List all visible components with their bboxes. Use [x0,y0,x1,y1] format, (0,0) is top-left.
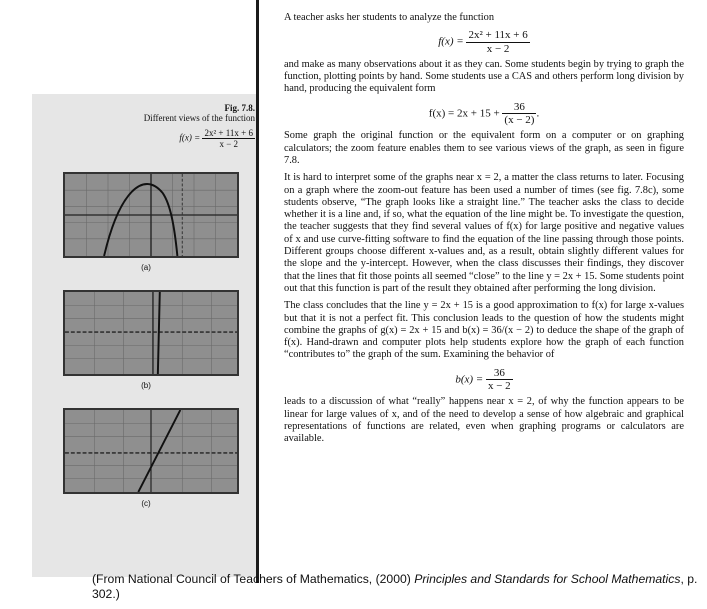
citation-title: Principles and Standards for School Mathematics [414,572,681,586]
eq2-denominator: (x − 2) [504,114,535,127]
article-body [284,12,684,451]
panel-c-tag: (c) [141,499,151,508]
eq2-lhs: f(x) = 2x + 15 + [428,107,500,120]
eq1-numerator: 2x² + 11x + 6 [468,29,528,42]
paragraph-3: It is hard to interpret some of the graphs near x = 2, a matter the class returns to later. Focusing on a graph where the zoom-out feature has been used a number of times (see fig. 7.8c), some students observe, “The graph looks like a straight line.” The teacher asks the class to decide whether it is a line and, if so, what the equation of the line might be. To investigate the question, the teacher suggests that they find several values of f(x) for large positive and negative values of x and use curve-fitting software to find the equation of the line passing through those points. Different groups choose different x-values and, as a result, obtain slightly different values for the slope and the y-intercept. However, when the class discusses their findings, they discover that the lines that fit those points all seemed “close” to the line y = 2x + 15. Some students point out that this function is part of the result they obtained after performing the long division. [284,172,684,294]
graph-panel-a [63,172,239,258]
figure-label: Fig. 7.8. [224,103,255,113]
eq2-fraction [502,101,536,127]
graph-panel-c [63,408,239,494]
panel-a-tag: (a) [141,263,151,272]
eq2-numerator: 36 [502,101,536,114]
eq3-lhs: b(x) = [455,373,484,386]
graph-panel-b [63,290,239,376]
panel-b-tag: (b) [141,381,151,390]
equation-f-equivalent [284,101,684,127]
figure-formula [95,128,255,149]
intro-paragraph: A teacher asks her students to analyze the function [284,12,495,23]
equation-b [284,367,684,393]
figure-title: Different views of the function [143,113,255,123]
figure-formula-lhs: f(x) = [179,132,201,143]
eq1-lhs: f(x) = [438,35,464,48]
paragraph-4: The class concludes that the line y = 2x + 15 is a good approximation to f(x) for large x-values but that it is not a perfect fit. This conclusion leads to the question of how the students might combine the graphs of g(x) = 2x + 15 and b(x) = 36/(x − 2) to deduce the shape of the graph of f(x). Hand-drawn and computer plots help students explore how the graph of each function “contributes to” the graph of the sum. Examining the behavior of [284,300,684,361]
citation [92,572,702,602]
column-divider [256,0,259,583]
figure-caption [95,103,255,149]
eq1-fraction [466,29,529,55]
eq3-fraction [486,367,513,393]
citation-lead: (From National Council of Teachers of Mathematics, (2000) [92,572,411,586]
paragraph-5: leads to a discussion of what “really” happens near x = 2, of why the function appears to be linear for large values of x, and of the need to develop a sense of how algebraic and graphical representations of functions are related, even when graphing programs or calculators are available. [284,396,684,445]
eq3-numerator: 36 [486,367,513,380]
eq1-denominator: x − 2 [486,42,510,55]
figure-formula-numerator: 2x² + 11x + 6 [204,128,253,138]
paragraph-1: and make as many observations about it as they can. Some students begin by trying to graph the function, plotting points by hand. Some students use a CAS and others perform long division by hand, producing the equivalent form [284,58,684,95]
equation-f-original [284,29,684,55]
figure-formula-fraction [202,128,255,149]
citation-tail: , p. 302.) [92,572,698,601]
eq2-end: . [536,107,540,120]
eq3-denominator: x − 2 [487,380,511,393]
figure-formula-denominator: x − 2 [219,139,239,149]
paragraph-2: Some graph the original function or the equivalent form on a computer or on graphing calculators; the zoom feature enables them to see various views of the graph, as seen in figure 7.8. [284,130,684,166]
